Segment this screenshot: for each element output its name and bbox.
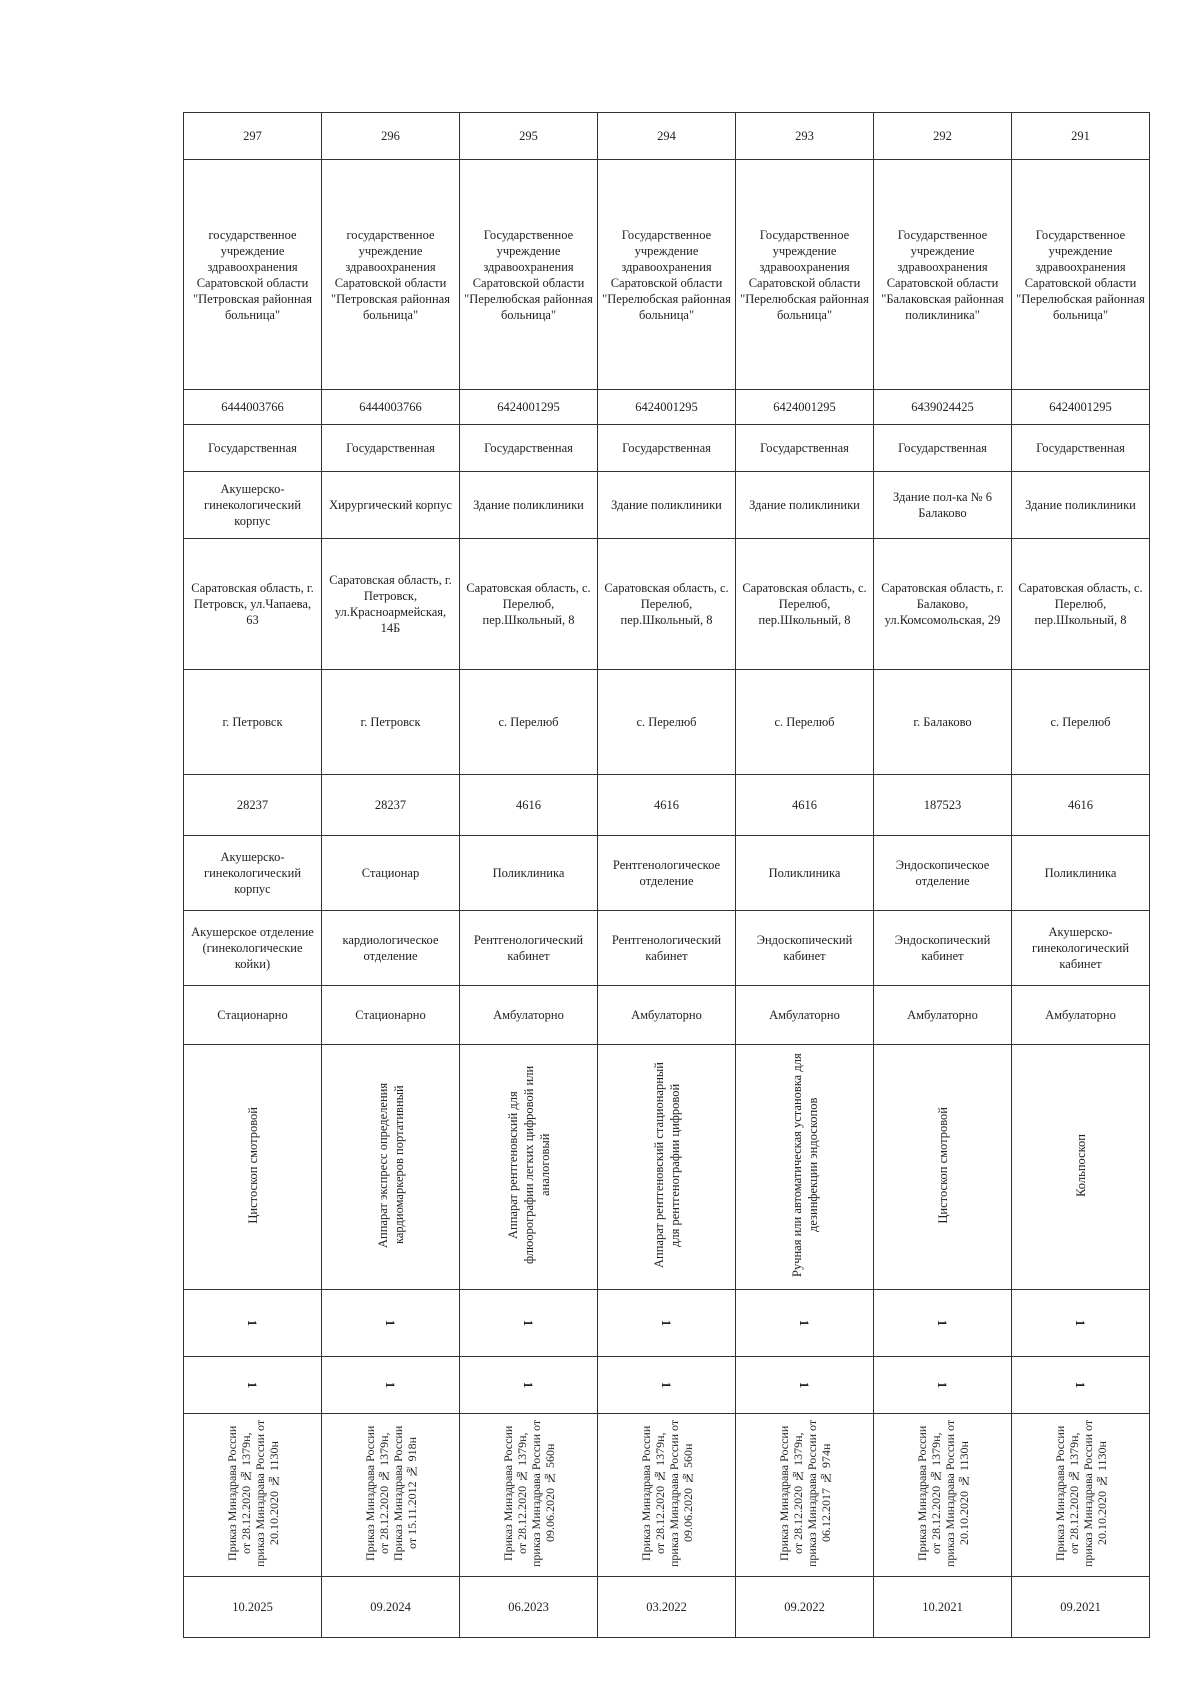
row-unit — [184, 836, 1150, 911]
table-cell — [184, 472, 322, 539]
row-care-form-text: Амбулаторно — [1045, 1008, 1116, 1022]
table-cell — [1012, 775, 1150, 836]
row-equipment-text: Аппарат рентгеновский для флюорографии легких цифровой или аналоговый — [505, 1065, 552, 1265]
row-inn-text: 6424001295 — [497, 400, 560, 414]
row-quantity-2-text: 1 — [797, 1381, 812, 1389]
table-cell — [322, 160, 460, 390]
row-ownership-text: Государственная — [346, 441, 435, 455]
row-number-text: 293 — [795, 129, 814, 143]
table-cell — [460, 670, 598, 775]
table-cell — [460, 911, 598, 986]
row-locality-text: с. Перелюб — [498, 715, 559, 729]
table-cell — [322, 1290, 460, 1357]
table-cell — [184, 1577, 322, 1638]
row-address-text: Саратовская область, с. Перелюб, пер.Школьный, 8 — [466, 581, 591, 627]
row-population-text: 4616 — [1068, 798, 1093, 812]
row-number-text: 291 — [1071, 129, 1090, 143]
table-cell — [736, 425, 874, 472]
table-cell — [874, 425, 1012, 472]
table-cell — [736, 113, 874, 160]
table-cell — [598, 390, 736, 425]
table-cell — [184, 1290, 322, 1357]
row-quantity-1-text: 1 — [383, 1319, 398, 1327]
table-cell — [460, 1414, 598, 1577]
row-locality-text: с. Перелюб — [1050, 715, 1111, 729]
table-cell — [736, 1414, 874, 1577]
row-unit-text: Поликлиника — [492, 866, 565, 880]
document-page — [183, 112, 1149, 1638]
row-number-text: 294 — [657, 129, 676, 143]
table-cell — [460, 986, 598, 1045]
table-cell — [874, 1577, 1012, 1638]
row-ownership-text: Государственная — [208, 441, 297, 455]
table-cell — [874, 539, 1012, 670]
row-number-text: 292 — [933, 129, 952, 143]
row-date-text: 06.2023 — [508, 1600, 549, 1614]
row-address-text: Саратовская область, с. Перелюб, пер.Школьный, 8 — [604, 581, 729, 627]
row-equipment-text: Кольпоскоп — [1073, 1133, 1088, 1197]
row-date-text: 10.2021 — [922, 1600, 963, 1614]
row-number — [184, 113, 1150, 160]
table-cell — [1012, 836, 1150, 911]
row-quantity-2 — [184, 1357, 1150, 1414]
table-cell — [460, 472, 598, 539]
row-building-text: Здание пол-ка № 6 Балаково — [893, 490, 992, 520]
row-ownership-text: Государственная — [760, 441, 849, 455]
row-address-text: Саратовская область, с. Перелюб, пер.Школьный, 8 — [742, 581, 867, 627]
row-date-text: 09.2022 — [784, 1600, 825, 1614]
table-cell — [736, 1045, 874, 1290]
row-population-text: 4616 — [654, 798, 679, 812]
table-cell — [874, 113, 1012, 160]
table-cell — [598, 472, 736, 539]
row-department-text: кардиологическое отделение — [342, 933, 439, 963]
row-order-text: Приказ Минздрава России от 28.12.2020 № 1379н, приказ Минздрава России от 06.12.2017 № 974н — [776, 1419, 833, 1567]
row-equipment-text: Аппарат экспресс определения кардиомаркеров портативный — [375, 1082, 406, 1248]
row-department-text: Эндоскопический кабинет — [756, 933, 853, 963]
table-cell — [598, 1414, 736, 1577]
table-cell — [184, 986, 322, 1045]
row-order — [184, 1414, 1150, 1577]
table-cell — [460, 836, 598, 911]
row-date-text: 10.2025 — [232, 1600, 273, 1614]
row-department — [184, 911, 1150, 986]
row-equipment-text: Ручная или автоматическая установка для дезинфекции эндоскопов — [789, 1053, 820, 1277]
row-order-text: Приказ Минздрава России от 28.12.2020 № 1379н, приказ Минздрава России от 20.10.2020 № 1130н — [1052, 1419, 1109, 1567]
table-cell — [1012, 986, 1150, 1045]
row-quantity-2-text: 1 — [383, 1381, 398, 1389]
table-cell — [460, 390, 598, 425]
table-cell — [874, 160, 1012, 390]
table-cell — [598, 670, 736, 775]
table-cell — [736, 1290, 874, 1357]
table-cell — [460, 539, 598, 670]
table-cell — [1012, 472, 1150, 539]
table-cell — [322, 113, 460, 160]
row-building-text: Хирургический корпус — [329, 498, 452, 512]
row-quantity-2-text: 1 — [521, 1381, 536, 1389]
row-organization-text: Государственное учреждение здравоохранения Саратовской области "Перелюбская районная больница" — [1016, 227, 1145, 322]
row-inn-text: 6439024425 — [911, 400, 974, 414]
row-building-text: Здание поликлиники — [473, 498, 584, 512]
table-cell — [874, 670, 1012, 775]
table-cell — [736, 539, 874, 670]
row-inn-text: 6424001295 — [1049, 400, 1112, 414]
row-order-text: Приказ Минздрава России от 28.12.2020 № 1379н, приказ Минздрава России от 09.06.2020 № 560н — [638, 1419, 695, 1567]
row-care-form-text: Амбулаторно — [769, 1008, 840, 1022]
row-equipment — [184, 1045, 1150, 1290]
row-quantity-1-text: 1 — [935, 1319, 950, 1327]
row-quantity-1-text: 1 — [659, 1319, 674, 1327]
table-cell — [874, 1357, 1012, 1414]
table-cell — [736, 1357, 874, 1414]
table-cell — [598, 113, 736, 160]
table-cell — [184, 836, 322, 911]
row-organization-text: Государственное учреждение здравоохранения Саратовской области "Перелюбская районная больница" — [464, 227, 593, 322]
row-organization — [184, 160, 1150, 390]
row-date-text: 09.2024 — [370, 1600, 411, 1614]
row-quantity-2-text: 1 — [935, 1381, 950, 1389]
table-cell — [736, 160, 874, 390]
table-cell — [1012, 1414, 1150, 1577]
table-cell — [598, 539, 736, 670]
table-cell — [736, 911, 874, 986]
row-building-text: Здание поликлиники — [749, 498, 860, 512]
table-cell — [736, 390, 874, 425]
table-cell — [184, 390, 322, 425]
table-cell — [322, 539, 460, 670]
table-cell — [598, 836, 736, 911]
row-care-form-text: Стационарно — [217, 1008, 288, 1022]
table-cell — [184, 1045, 322, 1290]
row-department-text: Рентгенологический кабинет — [611, 933, 722, 963]
table-cell — [1012, 390, 1150, 425]
row-address-text: Саратовская область, г. Балаково, ул.Комсомольская, 29 — [881, 581, 1004, 627]
table-cell — [598, 1577, 736, 1638]
row-building-text: Здание поликлиники — [1025, 498, 1136, 512]
row-date-text: 09.2021 — [1060, 1600, 1101, 1614]
table-cell — [184, 775, 322, 836]
row-ownership-text: Государственная — [484, 441, 573, 455]
row-unit-text: Рентгенологическое отделение — [612, 858, 721, 888]
row-care-form — [184, 986, 1150, 1045]
row-inn-text: 6424001295 — [773, 400, 836, 414]
table-cell — [460, 1357, 598, 1414]
table-cell — [598, 1290, 736, 1357]
table-cell — [598, 160, 736, 390]
table-cell — [1012, 160, 1150, 390]
table-cell — [322, 911, 460, 986]
table-cell — [322, 390, 460, 425]
table-cell — [184, 160, 322, 390]
row-locality-text: с. Перелюб — [636, 715, 697, 729]
table-cell — [598, 425, 736, 472]
row-ownership-text: Государственная — [1036, 441, 1125, 455]
table-cell — [184, 113, 322, 160]
table-cell — [322, 836, 460, 911]
row-date-text: 03.2022 — [646, 1600, 687, 1614]
row-organization-text: Государственное учреждение здравоохранения Саратовской области "Балаковская районная поликлиника" — [881, 227, 1004, 322]
row-inn-text: 6444003766 — [359, 400, 422, 414]
table-cell — [184, 1414, 322, 1577]
table-cell — [874, 1045, 1012, 1290]
row-date — [184, 1577, 1150, 1638]
row-equipment-text: Цистоскоп смотровой — [935, 1106, 950, 1224]
row-department-text: Акушерско-гинекологический кабинет — [1031, 925, 1130, 971]
row-population-text: 28237 — [236, 798, 269, 812]
table-cell — [1012, 539, 1150, 670]
table-cell — [874, 775, 1012, 836]
row-locality-text: г. Петровск — [222, 715, 283, 729]
row-care-form-text: Амбулаторно — [493, 1008, 564, 1022]
table-cell — [874, 836, 1012, 911]
row-organization-text: Государственное учреждение здравоохранения Саратовской области "Перелюбская районная больница" — [740, 227, 869, 322]
table-cell — [184, 425, 322, 472]
row-locality — [184, 670, 1150, 775]
table-cell — [736, 1577, 874, 1638]
table-cell — [322, 1577, 460, 1638]
row-address — [184, 539, 1150, 670]
table-cell — [1012, 1357, 1150, 1414]
row-quantity-1-text: 1 — [797, 1319, 812, 1327]
row-quantity-2-text: 1 — [659, 1381, 674, 1389]
table-cell — [1012, 911, 1150, 986]
row-number-text: 295 — [519, 129, 538, 143]
table-cell — [1012, 1045, 1150, 1290]
row-department-text: Акушерское отделение (гинекологические койки) — [191, 925, 314, 971]
row-unit-text: Поликлиника — [768, 866, 841, 880]
row-ownership-text: Государственная — [898, 441, 987, 455]
table-cell — [322, 1045, 460, 1290]
row-organization-text: государственное учреждение здравоохранения Саратовской области "Петровская районная больница" — [193, 227, 312, 322]
row-equipment-text: Аппарат рентгеновский стационарный для рентгенографии цифровой — [651, 1062, 682, 1268]
row-locality-text: г. Балаково — [913, 715, 972, 729]
row-ownership-text: Государственная — [622, 441, 711, 455]
table-cell — [322, 986, 460, 1045]
table-cell — [184, 1357, 322, 1414]
row-order-text: Приказ Минздрава России от 28.12.2020 № 1379н, приказ Минздрава России от 09.06.2020 № 560н — [500, 1419, 557, 1567]
row-organization-text: государственное учреждение здравоохранения Саратовской области "Петровская районная больница" — [331, 227, 450, 322]
table-cell — [736, 472, 874, 539]
table-cell — [1012, 425, 1150, 472]
table-cell — [598, 1045, 736, 1290]
table-cell — [598, 775, 736, 836]
table-cell — [460, 1290, 598, 1357]
row-building — [184, 472, 1150, 539]
row-number-text: 296 — [381, 129, 400, 143]
table-cell — [874, 390, 1012, 425]
row-population-text: 4616 — [792, 798, 817, 812]
row-equipment-text: Цистоскоп смотровой — [245, 1106, 260, 1224]
table-cell — [460, 775, 598, 836]
row-inn-text: 6444003766 — [221, 400, 284, 414]
equipment-table — [183, 112, 1150, 1638]
row-unit-text: Поликлиника — [1044, 866, 1117, 880]
row-building-text: Акушерско-гинекологический корпус — [203, 482, 302, 528]
table-cell — [598, 986, 736, 1045]
table-cell — [736, 836, 874, 911]
table-cell — [1012, 1290, 1150, 1357]
table-cell — [874, 472, 1012, 539]
row-quantity-1-text: 1 — [245, 1319, 260, 1327]
row-ownership — [184, 425, 1150, 472]
row-inn-text: 6424001295 — [635, 400, 698, 414]
table-cell — [322, 1414, 460, 1577]
row-unit-text: Эндоскопическое отделение — [895, 858, 990, 888]
row-quantity-2-text: 1 — [245, 1381, 260, 1389]
row-address-text: Саратовская область, г. Петровск, ул.Чапаева, 63 — [191, 581, 314, 627]
table-cell — [460, 113, 598, 160]
row-population-text: 28237 — [374, 798, 407, 812]
row-population-text: 187523 — [923, 798, 962, 812]
row-locality-text: с. Перелюб — [774, 715, 835, 729]
table-cell — [736, 670, 874, 775]
row-order-text: Приказ Минздрава России от 28.12.2020 № 1379н, приказ Минздрава России от 20.10.2020 № 1130н — [224, 1419, 281, 1567]
row-address-text: Саратовская область, г. Петровск, ул.Красноармейская, 14Б — [329, 573, 452, 635]
table-cell — [874, 986, 1012, 1045]
table-cell — [322, 1357, 460, 1414]
table-cell — [874, 1290, 1012, 1357]
table-cell — [736, 775, 874, 836]
row-quantity-1 — [184, 1290, 1150, 1357]
row-unit-text: Стационар — [361, 866, 420, 880]
row-department-text: Эндоскопический кабинет — [894, 933, 991, 963]
table-cell — [460, 425, 598, 472]
table-cell — [598, 911, 736, 986]
row-care-form-text: Амбулаторно — [631, 1008, 702, 1022]
row-department-text: Рентгенологический кабинет — [473, 933, 584, 963]
row-order-text: Приказ Минздрава России от 28.12.2020 № 1379н, Приказ Минздрава России от 15.11.2012 № 918н — [362, 1425, 419, 1561]
table-cell — [184, 911, 322, 986]
table-cell — [1012, 1577, 1150, 1638]
row-quantity-1-text: 1 — [1073, 1319, 1088, 1327]
row-building-text: Здание поликлиники — [611, 498, 722, 512]
row-number-text: 297 — [243, 129, 262, 143]
table-cell — [1012, 113, 1150, 160]
row-locality-text: г. Петровск — [360, 715, 421, 729]
table-cell — [322, 472, 460, 539]
row-population-text: 4616 — [516, 798, 541, 812]
table-cell — [736, 986, 874, 1045]
table-cell — [874, 1414, 1012, 1577]
table-cell — [322, 425, 460, 472]
row-population — [184, 775, 1150, 836]
table-cell — [322, 775, 460, 836]
table-cell — [1012, 670, 1150, 775]
row-address-text: Саратовская область, с. Перелюб, пер.Школьный, 8 — [1018, 581, 1143, 627]
table-cell — [460, 1577, 598, 1638]
row-unit-text: Акушерско-гинекологический корпус — [203, 850, 302, 896]
table-cell — [460, 1045, 598, 1290]
table-cell — [598, 1357, 736, 1414]
table-cell — [322, 670, 460, 775]
row-organization-text: Государственное учреждение здравоохранения Саратовской области "Перелюбская районная больница" — [602, 227, 731, 322]
table-cell — [874, 911, 1012, 986]
table-cell — [184, 670, 322, 775]
row-inn — [184, 390, 1150, 425]
table-cell — [460, 160, 598, 390]
row-quantity-2-text: 1 — [1073, 1381, 1088, 1389]
row-order-text: Приказ Минздрава России от 28.12.2020 № 1379н, приказ Минздрава России от 20.10.2020 № 1130н — [914, 1419, 971, 1567]
row-care-form-text: Стационарно — [355, 1008, 426, 1022]
table-cell — [184, 539, 322, 670]
row-care-form-text: Амбулаторно — [907, 1008, 978, 1022]
row-quantity-1-text: 1 — [521, 1319, 536, 1327]
